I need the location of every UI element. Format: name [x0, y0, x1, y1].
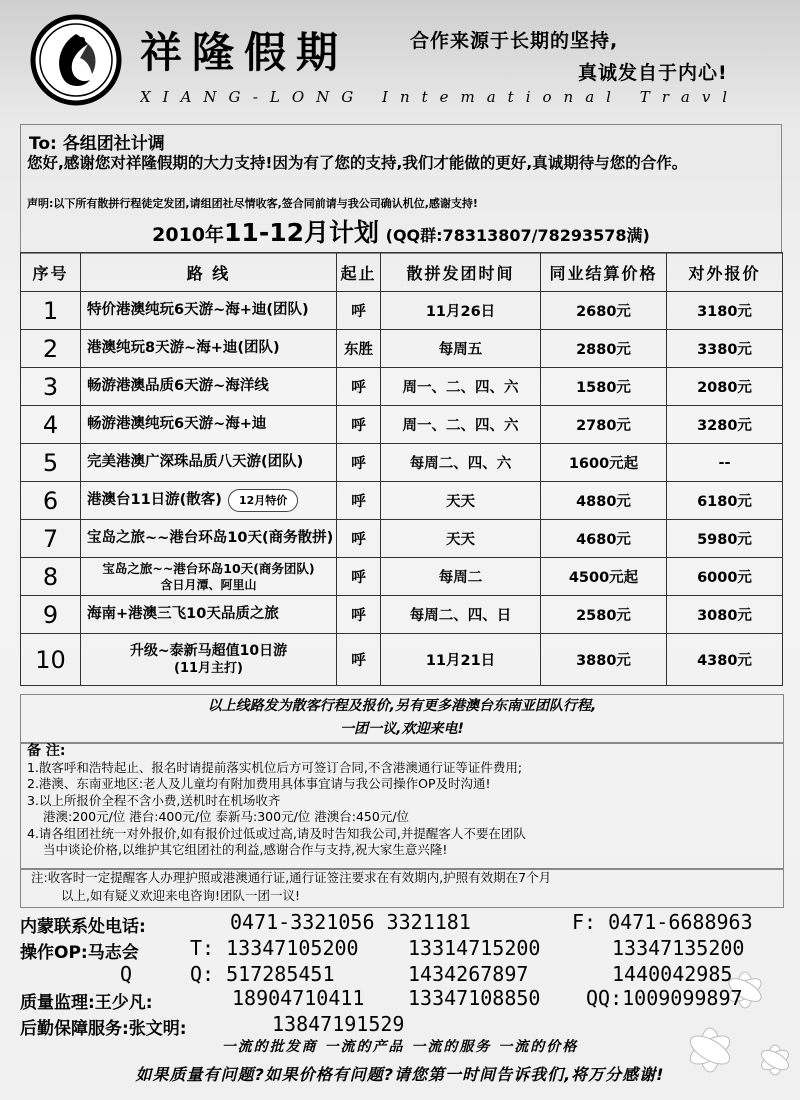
- trade-price: 2880元: [541, 330, 667, 368]
- header: [0, 0, 800, 118]
- table-row: [21, 330, 783, 368]
- retail-price: 6000元: [667, 558, 783, 596]
- origin: 东胜: [337, 330, 381, 368]
- route-name: 港澳纯玩8天游~海+迪(团队): [81, 330, 337, 368]
- table-row: [21, 558, 783, 596]
- phoenix-logo-icon: [30, 14, 122, 106]
- origin: 呼: [337, 406, 381, 444]
- column-header: 同业结算价格: [541, 253, 667, 292]
- closing-line: 如果质量有问题?如果价格有问题?请您第一时间告诉我们,将万分感谢!: [135, 1065, 665, 1084]
- departure-schedule: 11月26日: [381, 292, 541, 330]
- route-cell: [81, 558, 337, 596]
- row-number: 9: [21, 596, 81, 634]
- office-phones: 0471-3321056 3321181: [230, 910, 471, 934]
- qq-1: Q: 517285451: [190, 962, 335, 986]
- op-phone-3: 13347135200: [612, 936, 745, 960]
- remark-item: 1.散客呼和浩特起止、报名时请提前落实机位后方可签订合同,不含港澳通行证等证件费用;: [27, 759, 523, 775]
- trade-price: 4880元: [541, 482, 667, 520]
- column-header: 序号: [21, 253, 81, 292]
- route-cell: [81, 634, 337, 686]
- row-number: 4: [21, 406, 81, 444]
- row-number: 5: [21, 444, 81, 482]
- op-label: 操作OP:马志会: [20, 943, 139, 963]
- row-number: 6: [21, 482, 81, 520]
- table-row: [21, 368, 783, 406]
- trade-price: 2680元: [541, 292, 667, 330]
- special-badge: 12月特价: [228, 489, 298, 512]
- note-box: [20, 868, 784, 908]
- motto: 一流的批发商 一流的产品 一流的服务 一流的价格: [221, 1039, 579, 1055]
- remark-item: 3.以上所报价全程不含小费,送机时在机场收齐: [27, 792, 281, 808]
- departure-schedule: 每周二、四、日: [381, 596, 541, 634]
- route-name: 宝岛之旅~~港台环岛10天(商务团队): [102, 560, 315, 576]
- remark-item: 2.港澳、东南亚地区:老人及儿童均有附加费用具体事宜请与我公司操作OP及时沟通!: [27, 776, 491, 791]
- row-number: 10: [21, 634, 81, 686]
- origin: 呼: [337, 634, 381, 686]
- trade-price: 2780元: [541, 406, 667, 444]
- slogan-line-2: 真诚发自于内心!: [578, 62, 728, 84]
- qq-label: Q: [120, 962, 133, 986]
- row-number: 1: [21, 292, 81, 330]
- trade-price: 2580元: [541, 596, 667, 634]
- qq-3: 1440042985: [612, 962, 733, 986]
- retail-price: 2080元: [667, 368, 783, 406]
- quality-label: 质量监理:王少凡:: [20, 993, 153, 1013]
- slogan-line-1: 合作来源于长期的坚持,: [410, 30, 619, 52]
- table-row: [21, 634, 783, 686]
- column-header: 对外报价: [667, 253, 783, 292]
- trade-price: 1580元: [541, 368, 667, 406]
- logistics-phone: 13847191529: [272, 1012, 405, 1036]
- origin: 呼: [337, 558, 381, 596]
- origin: 呼: [337, 444, 381, 482]
- retail-price: 3280元: [667, 406, 783, 444]
- column-header: 路 线: [81, 253, 337, 292]
- quality-qq: QQ:1009099897: [586, 986, 743, 1010]
- plan-suffix: 计划: [329, 218, 380, 247]
- retail-price: 4380元: [667, 634, 783, 686]
- greeting-text: 您好,感谢您对祥隆假期的大力支持!因为有了您的支持,我们才能做的更好,真诚期待与您的合作。: [27, 154, 688, 172]
- row-number: 7: [21, 520, 81, 558]
- note-line-2: 以上,如有疑义欢迎来电咨询!团队一团一议!: [61, 888, 300, 903]
- route-name: 升级~泰新马超值10日游: [129, 642, 288, 659]
- route-name: 特价港澳纯玩6天游~海+迪(团队): [81, 292, 337, 330]
- quality-phone-1: 18904710411: [232, 986, 365, 1010]
- notice-line-1: 以上线路发为散客行程及报价,另有更多港澳台东南亚团队行程,: [207, 698, 597, 714]
- routes-table: [20, 252, 783, 686]
- remark-item: 当中谈论价格,以维护其它组团社的利益,感谢合作与支持,祝大家生意兴隆!: [43, 842, 448, 857]
- origin: 呼: [337, 368, 381, 406]
- departure-schedule: 周一、二、四、六: [381, 368, 541, 406]
- origin: 呼: [337, 520, 381, 558]
- plan-months: 11-12月: [224, 218, 329, 247]
- route-name: 完美港澳广深珠品质八天游(团队): [81, 444, 337, 482]
- route-subtitle: (11月主打): [174, 660, 243, 676]
- notice-line-2: 一团一议,欢迎来电!: [340, 721, 464, 737]
- retail-price: 6180元: [667, 482, 783, 520]
- origin: 呼: [337, 596, 381, 634]
- table-row: [21, 444, 783, 482]
- remarks-box: [20, 742, 784, 870]
- route-name: 畅游港澳纯玩6天游~海+迪: [81, 406, 337, 444]
- table-row: [21, 596, 783, 634]
- brand-romanized: XIANG-LONG Intemational Travl: [140, 88, 740, 106]
- table-row: [21, 520, 783, 558]
- trade-price: 1600元起: [541, 444, 667, 482]
- office-fax: F: 0471-6688963: [572, 910, 753, 934]
- route-subtitle: 含日月潭、阿里山: [160, 577, 257, 592]
- remarks-title: 备 注:: [27, 743, 66, 759]
- table-row: [21, 482, 783, 520]
- retail-price: 3080元: [667, 596, 783, 634]
- route-name: 海南+港澳三飞10天品质之旅: [81, 596, 337, 634]
- quality-phone-2: 13347108850: [408, 986, 541, 1010]
- retail-price: --: [667, 444, 783, 482]
- origin: 呼: [337, 482, 381, 520]
- declaration-text: 声明:以下所有散拼行程徒定发团,请组团社尽情收客,签合同前请与我公司确认机位,感谢支持!: [27, 197, 478, 210]
- row-number: 2: [21, 330, 81, 368]
- table-row: [21, 406, 783, 444]
- row-number: 3: [21, 368, 81, 406]
- departure-schedule: 每周二: [381, 558, 541, 596]
- remark-item: 4.请各组团社统一对外报价,如有报价过低或过高,请及时告知我公司,并提醒客人不要在团队: [27, 825, 526, 841]
- departure-schedule: 天天: [381, 482, 541, 520]
- column-header: 起止: [337, 253, 381, 292]
- route-name: 畅游港澳品质6天游~海洋线: [81, 368, 337, 406]
- column-header: 散拼发团时间: [381, 253, 541, 292]
- office-label: 内蒙联系处电话:: [20, 917, 146, 937]
- departure-schedule: 天天: [381, 520, 541, 558]
- origin: 呼: [337, 292, 381, 330]
- remark-item: 港澳:200元/位 港台:400元/位 泰新马:300元/位 港澳台:450元/位: [43, 809, 410, 824]
- trade-price: 4680元: [541, 520, 667, 558]
- note-line-1: 注:收客时一定提醒客人办理护照或港澳通行证,通行证签注要求在有效期内,护照有效期在7个月: [31, 870, 552, 885]
- route-name: 港澳台11日游(散客): [87, 492, 222, 508]
- departure-schedule: 周一、二、四、六: [381, 406, 541, 444]
- logistics-label: 后勤保障服务:张文明:: [20, 1019, 187, 1039]
- plan-title: [21, 213, 781, 249]
- trade-price: 4500元起: [541, 558, 667, 596]
- retail-price: 3380元: [667, 330, 783, 368]
- departure-schedule: 11月21日: [381, 634, 541, 686]
- qq-2: 1434267897: [408, 962, 529, 986]
- plan-prefix: 2010年: [152, 224, 225, 246]
- intro-box: [20, 124, 782, 254]
- route-cell: [81, 482, 337, 520]
- route-name: 宝岛之旅~~港台环岛10天(商务散拼): [81, 520, 337, 558]
- recipient-line: To: 各组团社计调: [29, 134, 165, 154]
- retail-price: 3180元: [667, 292, 783, 330]
- brand-name: 祥隆假期: [140, 28, 349, 77]
- table-header-row: [21, 253, 783, 292]
- op-phone-1: T: 13347105200: [190, 936, 359, 960]
- qq-group: (QQ群:78313807/78293578满): [385, 226, 650, 245]
- notice-box: [20, 694, 784, 744]
- op-phone-2: 13314715200: [408, 936, 541, 960]
- row-number: 8: [21, 558, 81, 596]
- departure-schedule: 每周二、四、六: [381, 444, 541, 482]
- trade-price: 3880元: [541, 634, 667, 686]
- departure-schedule: 每周五: [381, 330, 541, 368]
- table-row: [21, 292, 783, 330]
- retail-price: 5980元: [667, 520, 783, 558]
